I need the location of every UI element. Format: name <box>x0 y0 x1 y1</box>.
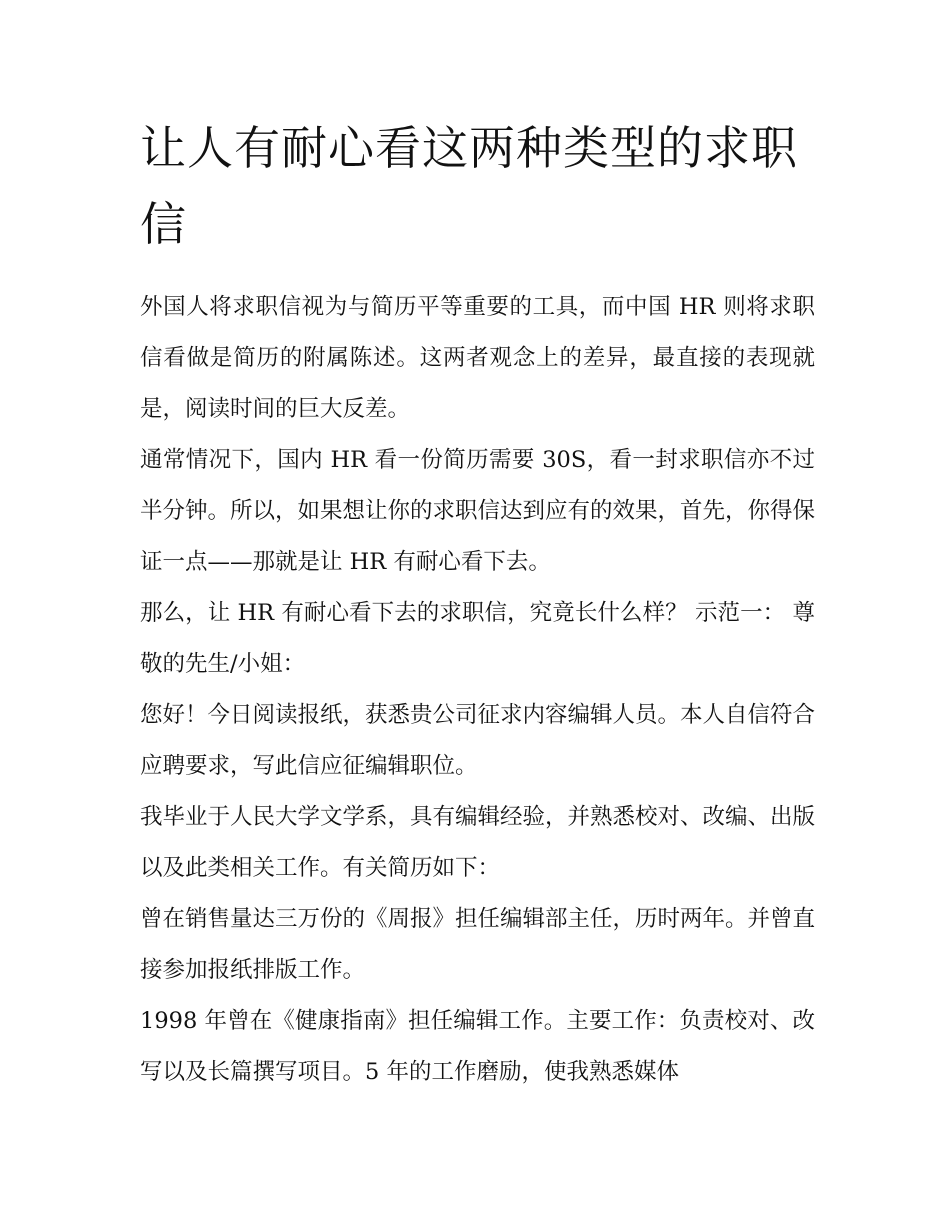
paragraph-intro: 外国人将求职信视为与简历平等重要的工具，而中国 HR 则将求职信看做是简历的附属陈述。这两者观念上的差异，最直接的表现就是，阅读时间的巨大反差。 <box>140 294 815 422</box>
document-page <box>140 110 815 1098</box>
paragraph-greeting: 您好！今日阅读报纸，获悉贵公司征求内容编辑人员。本人自信符合应聘要求，写此信应征编辑职位。 <box>140 702 816 779</box>
paragraph-weekly-experience: 曾在销售量达三万份的《周报》担任编辑部主任，历时两年。并曾直接参加报纸排版工作。 <box>140 906 816 983</box>
paragraph-health-guide-experience: 1998 年曾在《健康指南》担任编辑工作。主要工作：负责校对、改写以及长篇撰写项目。5 年的工作磨励，使我熟悉媒体 <box>140 1008 815 1085</box>
paragraph-education: 我毕业于人民大学文学系，具有编辑经验，并熟悉校对、改编、出版以及此类相关工作。有关简历如下： <box>140 804 816 881</box>
paragraph-example-salutation: 那么，让 HR 有耐心看下去的求职信，究竟长什么样？ 示范一： 尊敬的先生/小姐： <box>140 600 815 677</box>
paragraph-reading-time: 通常情况下，国内 HR 看一份简历需要 30S，看一封求职信亦不过半分钟。所以，如果想让你的求职信达到应有的效果，首先，你得保证一点——那就是让 HR 有耐心看下去。 <box>140 447 816 575</box>
document-title: 让人有耐心看这两种类型的求职信 <box>140 121 798 251</box>
